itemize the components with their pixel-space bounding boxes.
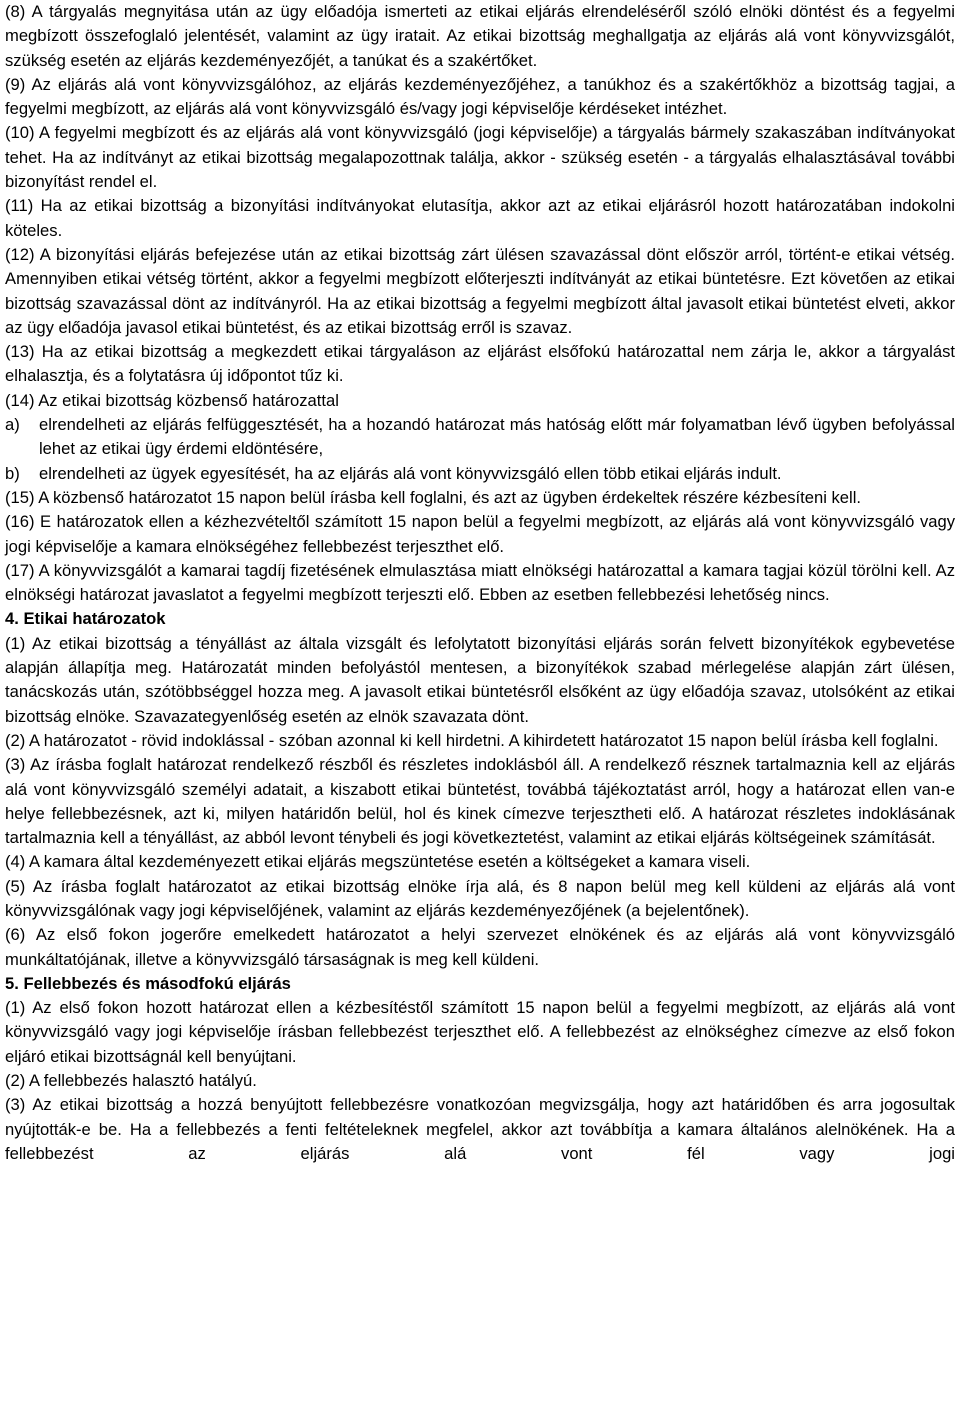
list-text-b: elrendelheti az ügyek egyesítését, ha az eljárás alá vont könyvvizsgáló ellen több etikai eljárás indult.: [39, 463, 782, 483]
paragraph-4-6: (6) Az első fokon jogerőre emelkedett határozatot a helyi szervezet elnökének és az eljárás alá vont könyvvizsgáló munkáltatójának, illetve a könyvvizsgáló társaságnak is meg kell küldeni.: [5, 925, 955, 969]
list-marker-b: b): [5, 463, 20, 483]
document-page: [5, 0, 955, 1166]
paragraph-16: (16) E határozatok ellen a kézhezvételtől számított 15 napon belül a fegyelmi megbízott, az eljárás alá vont könyvvizsgáló vagy jogi képviselője a kamara elnökségéhez fellebbezést terjeszthet elő.: [5, 512, 955, 556]
paragraph-10: (10) A fegyelmi megbízott és az eljárás alá vont könyvvizsgáló (jogi képviselője) a tárgyalás bármely szakaszában indítványokat tehet. Ha az indítványt az etikai bizottság megalapozottnak találja, akkor - szükség esetén - a tárgyalás elhalasztásával további bizonyítást rendel el.: [5, 123, 955, 192]
list-item-b: [5, 462, 955, 486]
paragraph-13: (13) Ha az etikai bizottság a megkezdett etikai tárgyaláson az eljárást elsőfokú határozattal nem zárja le, akkor a tárgyalást elhalasztja, és a folytatásra új időpontot tűz ki.: [5, 342, 955, 386]
paragraph-14: (14) Az etikai bizottság közbenső határozattal: [5, 390, 339, 410]
paragraph-5-2: (2) A fellebbezés halasztó hatályú.: [5, 1071, 257, 1091]
paragraph-15: (15) A közbenső határozatot 15 napon belül írásba kell foglalni, és azt az ügyben érdekeltek részére kézbesíteni kell.: [5, 487, 862, 507]
paragraph-4-2: (2) A határozatot - rövid indoklással - szóban azonnal ki kell hirdetni. A kihirdetett határozatot 15 napon belül írásba kell foglalni.: [5, 730, 939, 750]
paragraph-4-1: (1) Az etikai bizottság a tényállást az általa vizsgált és lefolytatott bizonyítási eljárás során felvett bizonyítékok egybevetése alapján állapítja meg. Határozatát minden befolyástól mentesen, a bizonyítékok szabad mérlegelése alapján zárt ülésen, tanácskozás után, szótöbbséggel hozza meg. A javasolt etikai büntetésről elsőként az ügy előadója szavaz, utolsóként az etikai bizottság elnöke. Szavazategyenlőség esetén az elnök szavazata dönt.: [5, 633, 955, 726]
paragraph-4-5: (5) Az írásba foglalt határozatot az etikai bizottság elnöke írja alá, és 8 napon belül meg kell küldeni az eljárás alá vont könyvvizsgálónak vagy jogi képviselőjének, valamint az eljárás kezdeményezőjének (a bejelentőnek).: [5, 876, 955, 920]
paragraph-11: (11) Ha az etikai bizottság a bizonyítási indítványokat elutasítja, akkor azt az etikai eljárásról hozott határozatában indokolni köteles.: [5, 196, 955, 240]
paragraph-17: (17) A könyvvizsgálót a kamarai tagdíj fizetésének elmulasztása miatt elnökségi határozattal a kamara tagjai közül törölni kell. Az elnökségi határozat javaslatot a fegyelmi megbízott terjeszti elő. Ebben az esetben fellebbezési lehetőség nincs.: [5, 560, 955, 605]
section-heading-4: 4. Etikai határozatok: [5, 609, 166, 629]
paragraph-4-4: (4) A kamara által kezdeményezett etikai eljárás megszüntetése esetén a költségeket a kamara viseli.: [5, 852, 751, 872]
list-marker-a: a): [5, 415, 20, 435]
paragraph-5-3: (3) Az etikai bizottság a hozzá benyújtott fellebbezésre vonatkozóan megvizsgálja, hogy azt határidőben és arra jogosultak nyújtották-e be. Ha a fellebbezés a fenti feltételeknek megfelel, akkor azt továbbítja a kamara általános alelnökének. Ha a fellebbezést az eljárás alá vont fél vagy jogi: [5, 1095, 955, 1163]
list-item-a: [5, 413, 955, 462]
paragraph-5-1: (1) Az első fokon hozott határozat ellen a kézbesítéstől számított 15 napon belül a fegyelmi megbízott, az eljárás alá vont könyvvizsgáló vagy jogi képviselője írásban fellebbezést terjeszthet elő. A fellebbezést az elnökséghez címezve az első fokon eljáró etikai bizottságnál kell benyújtani.: [5, 998, 955, 1066]
list-text-a: elrendelheti az eljárás felfüggesztését, ha a hozandó határozat más hatóság előtt már folyamatban lévő ügyben befolyással lehet az etikai ügy érdemi eldöntésére,: [39, 415, 955, 459]
paragraph-4-3: (3) Az írásba foglalt határozat rendelkező részből és részletes indoklásból áll. A rendelkező résznek tartalmaznia kell az eljárás alá vont könyvvizsgáló személyi adatait, a kiszabott etikai büntetést, továbbá tájékoztatást arról, hogy a határozat ellen van-e helye fellebbezésnek, azt ki, milyen határidőn belül, hol és kinek címezve terjesztheti elő. A határozat részletes indoklásának tartalmaznia kell a tényállást, az abból levont ténybeli és jogi következtetést, valamint az etikai eljárás költségeinek számítását.: [5, 755, 955, 848]
paragraph-8: (8) A tárgyalás megnyitása után az ügy előadója ismerteti az etikai eljárás elrendeléséről szóló elnöki döntést és a fegyelmi megbízott összefoglaló jelentését, valamint az ügy iratait. Az etikai bizottság meghallgatja az eljárás alá vont könyvvizsgálót, szükség esetén az eljárás kezdeményezőjét, a tanúkat és a szakértőket.: [5, 2, 955, 70]
section-heading-5: 5. Fellebbezés és másodfokú eljárás: [5, 973, 291, 993]
paragraph-12: (12) A bizonyítási eljárás befejezése után az etikai bizottság zárt ülésen szavazással dönt először arról, történt-e etikai vétség. Amennyiben etikai vétség történt, akkor a fegyelmi megbízott előterjeszti indítványát az etikai büntetésre. Ezt követően az etikai bizottság szavazással dönt az indítványról. Ha az etikai bizottság a fegyelmi megbízott által javasolt etikai büntetést elveti, akkor az ügy előadója javasol etikai büntetést, és az etikai bizottság erről is szavaz.: [5, 244, 955, 337]
paragraph-9: (9) Az eljárás alá vont könyvvizsgálóhoz, az eljárás kezdeményezőjéhez, a tanúkhoz és a szakértőkhöz a bizottság tagjai, a fegyelmi megbízott, az eljárás alá vont könyvvizsgáló és/vagy jogi képviselője kérdéseket intézhet.: [5, 74, 955, 119]
